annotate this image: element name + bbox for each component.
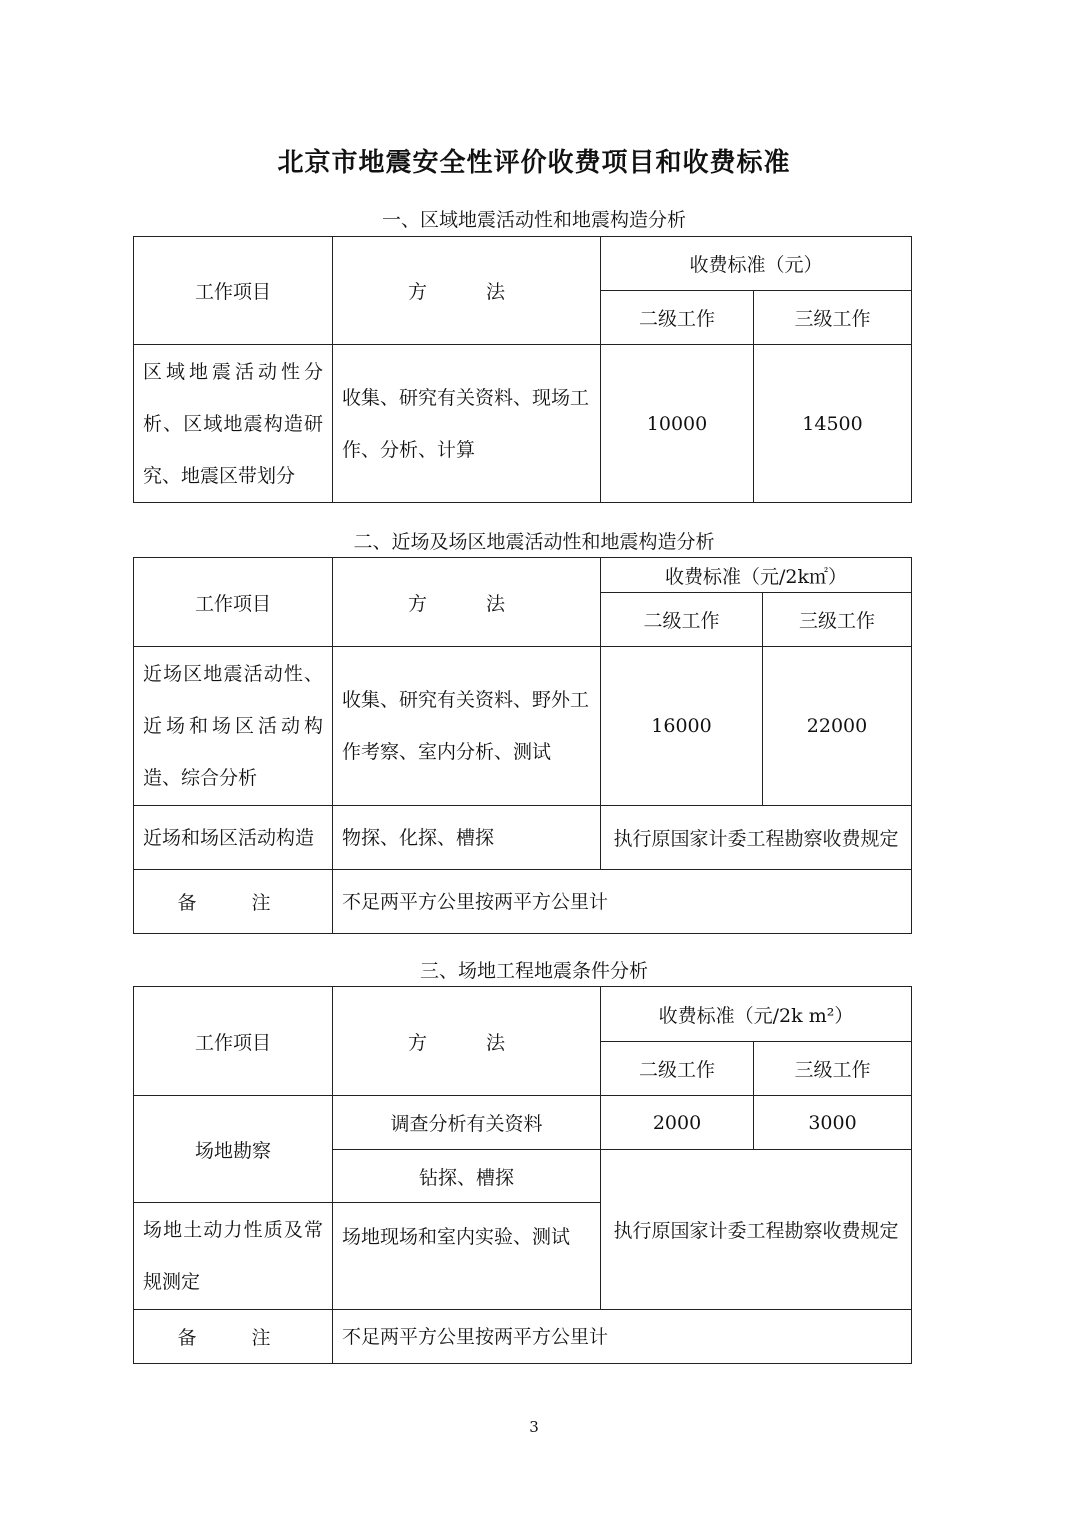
page-title: 北京市地震安全性评价收费项目和收费标准 <box>277 148 791 178</box>
section-3-heading: 三、场地工程地震条件分析 <box>419 960 648 982</box>
level-three-fee: 14500 <box>754 345 912 503</box>
method-cell: 场地现场和室内实验、测试 <box>333 1203 601 1310</box>
level-three-fee: 22000 <box>763 647 912 806</box>
work-item-cell: 场地勘察 <box>134 1096 333 1203</box>
page-number: 3 <box>529 1418 539 1436</box>
level-two-header: 二级工作 <box>601 593 763 647</box>
level-three-fee: 3000 <box>754 1096 912 1150</box>
level-two-fee: 10000 <box>601 345 754 503</box>
section-1-heading: 一、区域地震活动性和地震构造分析 <box>381 209 686 231</box>
level-three-header: 三级工作 <box>754 1042 912 1096</box>
fee-standard-header: 收费标准（元/2k㎡） <box>601 558 912 593</box>
method-cell: 钻探、槽探 <box>333 1150 601 1203</box>
level-two-header: 二级工作 <box>601 291 754 345</box>
section-1-table <box>133 236 912 503</box>
work-item-header: 工作项目 <box>134 558 333 647</box>
fee-standard-header: 收费标准（元） <box>601 237 912 291</box>
note-text: 不足两平方公里按两平方公里计 <box>333 1310 912 1364</box>
fee-standard-header: 收费标准（元/2k m²） <box>601 987 912 1042</box>
section-2-table <box>133 557 912 934</box>
level-two-fee: 16000 <box>601 647 763 806</box>
level-two-fee: 2000 <box>601 1096 754 1150</box>
work-item-header: 工作项目 <box>134 237 333 345</box>
section-3-table <box>133 986 912 1364</box>
method-cell: 收集、研究有关资料、野外工作考察、室内分析、测试 <box>333 647 601 806</box>
method-header: 方 法 <box>333 987 601 1096</box>
method-cell: 调查分析有关资料 <box>333 1096 601 1150</box>
method-cell: 收集、研究有关资料、现场工作、分析、计算 <box>333 345 601 503</box>
method-header: 方 法 <box>333 558 601 647</box>
level-three-header: 三级工作 <box>754 291 912 345</box>
work-item-cell: 近场区地震活动性、近场和场区活动构造、综合分析 <box>134 647 333 806</box>
level-two-header: 二级工作 <box>601 1042 754 1096</box>
fee-rule-cell: 执行原国家计委工程勘察收费规定 <box>601 806 912 870</box>
note-label: 备 注 <box>134 870 333 934</box>
work-item-cell: 区域地震活动性分析、区域地震构造研究、地震区带划分 <box>134 345 333 503</box>
fee-rule-cell: 执行原国家计委工程勘察收费规定 <box>601 1150 912 1310</box>
section-2-heading: 二、近场及场区地震活动性和地震构造分析 <box>353 531 715 553</box>
note-text: 不足两平方公里按两平方公里计 <box>333 870 912 934</box>
work-item-header: 工作项目 <box>134 987 333 1096</box>
work-item-cell: 近场和场区活动构造 <box>134 806 333 870</box>
method-cell: 物探、化探、槽探 <box>333 806 601 870</box>
work-item-cell: 场地土动力性质及常规测定 <box>134 1203 333 1310</box>
note-label: 备 注 <box>134 1310 333 1364</box>
level-three-header: 三级工作 <box>763 593 912 647</box>
method-header: 方 法 <box>333 237 601 345</box>
